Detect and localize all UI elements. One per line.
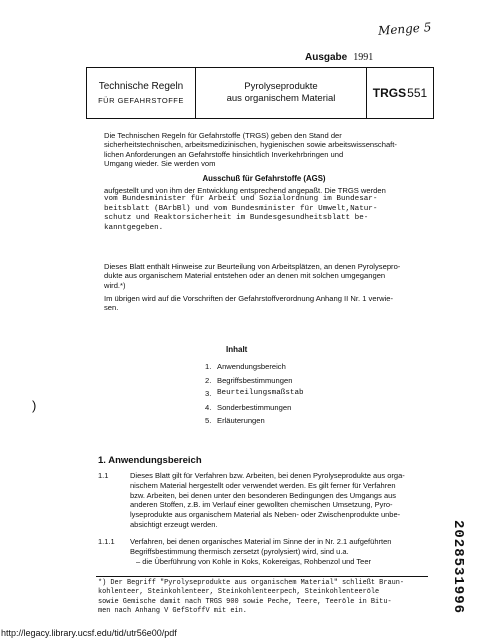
clause-line: absichtigt erzeugt werden. [130, 519, 218, 529]
publication-line: aufgestellt und von ihm der Entwicklung entsprechend angepaßt. Die TRGS werden [104, 186, 386, 195]
header-series [87, 68, 196, 118]
toc-item [205, 403, 304, 417]
handwritten-note: Menge 5 [377, 20, 432, 38]
header-code [367, 68, 433, 118]
clause-text [130, 471, 438, 530]
toc-item [205, 362, 304, 376]
scope-paragraph [104, 262, 400, 290]
toc-title: Inhalt [226, 345, 248, 354]
intro-line: lichen Anforderungen an Gefahrstoffe hinsichtlich Inverkehrbringen und [104, 149, 344, 159]
toc-label: Anwendungsbereich [217, 362, 286, 371]
clause-line: Begriffsbestimmung thermisch zersetzt (pyrolysiert) wird, sind u.a. [130, 546, 349, 556]
clause-line: nischem Material hergestellt oder verwendet werden. Es gilt ferner für Verfahren [130, 480, 396, 490]
reference-line: Im übrigen wird auf die Vorschriften der Gefahrstoffverordnung Anhang II Nr. 1 verwie- [104, 294, 393, 303]
document-id-stamp: 2028531996 [450, 520, 466, 615]
edition-line [305, 52, 373, 63]
section-heading: 1. Anwendungsbereich [98, 455, 202, 466]
header-box [86, 67, 434, 119]
clause-number: 1.1.1 [98, 537, 115, 546]
clause-number: 1.1 [98, 471, 109, 480]
edition-label: Ausgabe [305, 52, 348, 63]
reference-line: sen. [104, 303, 119, 313]
intro-line: Umgang wieder. Sie werden vom [104, 159, 216, 169]
title-line-1: Pyrolyseprodukte [244, 81, 318, 92]
clause-1-1-1 [98, 537, 438, 566]
footnote-line: sowie Gemische damit nach TRGS 900 sowie Peche, Teere, Teeröle in Bitu- [98, 597, 392, 606]
toc-item [205, 376, 304, 390]
footnote-line: *) Der Begriff "Pyrolyseprodukte aus organischem Material" schließt Braun- [98, 579, 404, 587]
toc-label: Beurteilungsmaßstab [217, 389, 304, 397]
code-label: TRGS [372, 86, 407, 100]
series-title: Technische Regeln [98, 81, 184, 92]
clause-text [130, 537, 438, 566]
publication-line: kanntgegeben. [104, 223, 164, 232]
publication-line: vom Bundesminister für Arbeit und Sozialordnung im Bundesar- [104, 195, 378, 204]
margin-mark: ) [32, 398, 37, 413]
footnote-line: kohlenteer, Steinkohlenteer, Steinkohlenteerpech, Steinkohlenteeröle [98, 588, 380, 597]
publication-line: beitsblatt (BArbBl) und vom Bundesminister für Umwelt,Natur- [104, 204, 378, 213]
clause-line: Dieses Blatt gilt für Verfahren bzw. Arbeiten, bei denen Pyrolyseprodukte aus orga- [130, 471, 405, 480]
toc-item [205, 416, 304, 430]
clause-line: anderen Stoffen, z.B. im Verlauf einer gewollten chemischen Umsetzung, Pyro- [130, 500, 393, 510]
toc-label: Sonderbestimmungen [217, 402, 292, 412]
intro-line: Die Technischen Regeln für Gefahrstoffe (TRGS) geben den Stand der [104, 131, 342, 140]
clause-line: lyseprodukte aus organischem Material als Neben- oder Zwischenprodukte unbe- [130, 510, 401, 520]
clause-1-1 [98, 471, 438, 530]
clause-line: Verfahren, bei denen organisches Material im Sinne der in Nr. 2.1 aufgeführten [130, 537, 392, 546]
toc-item [205, 389, 304, 403]
clause-line: bzw. Arbeiten, bei denen unter den besonderen Bedingungen des Umgangs aus [130, 490, 397, 500]
scope-line: wird.*) [104, 280, 126, 290]
code-number: 551 [407, 86, 428, 100]
intro-line: sicherheitstechnischen, arbeitsmedizinischen, hygienischen sowie arbeitswissenschaft- [104, 140, 397, 150]
reference-paragraph [104, 294, 393, 313]
source-url-bar [0, 627, 497, 640]
edition-year: 1991 [353, 52, 374, 63]
series-subtitle: FÜR GEFAHRSTOFFE [98, 96, 184, 105]
table-of-contents [205, 362, 304, 430]
source-url-link[interactable]: http://legacy.library.ucsf.edu/tid/utr56e00/pdf [1, 628, 177, 638]
toc-number: 1. [205, 362, 212, 371]
publication-line: schutz und Reaktorsicherheit im Bundesgesundheitsblatt be- [104, 214, 369, 223]
toc-number: 5. [205, 416, 212, 425]
toc-label: Begriffsbestimmungen [217, 375, 293, 385]
footnote [98, 579, 404, 616]
committee-name: Ausschuß für Gefahrstoffe (AGS) [202, 174, 326, 183]
footnote-divider [96, 576, 428, 577]
scope-line: dukte aus organischem Material entstehen oder an denen mit solchen umgegangen [104, 271, 386, 281]
intro-paragraph [104, 131, 397, 169]
toc-label: Erläuterungen [217, 416, 265, 425]
publication-paragraph [104, 186, 386, 233]
header-title [196, 68, 367, 118]
clause-line: – die Überführung von Kohle in Koks, Kokereigas, Rohbenzol und Teer [136, 556, 372, 566]
toc-number: 2. [205, 375, 212, 385]
toc-number: 3. [205, 389, 212, 398]
footnote-line: men nach Anhang V GefStoffV mit ein. [98, 606, 247, 615]
scope-line: Dieses Blatt enthält Hinweise zur Beurteilung von Arbeitsplätzen, an denen Pyrolysepro- [104, 262, 401, 271]
toc-number: 4. [205, 402, 212, 412]
title-line-2: aus organischem Material [226, 93, 336, 104]
